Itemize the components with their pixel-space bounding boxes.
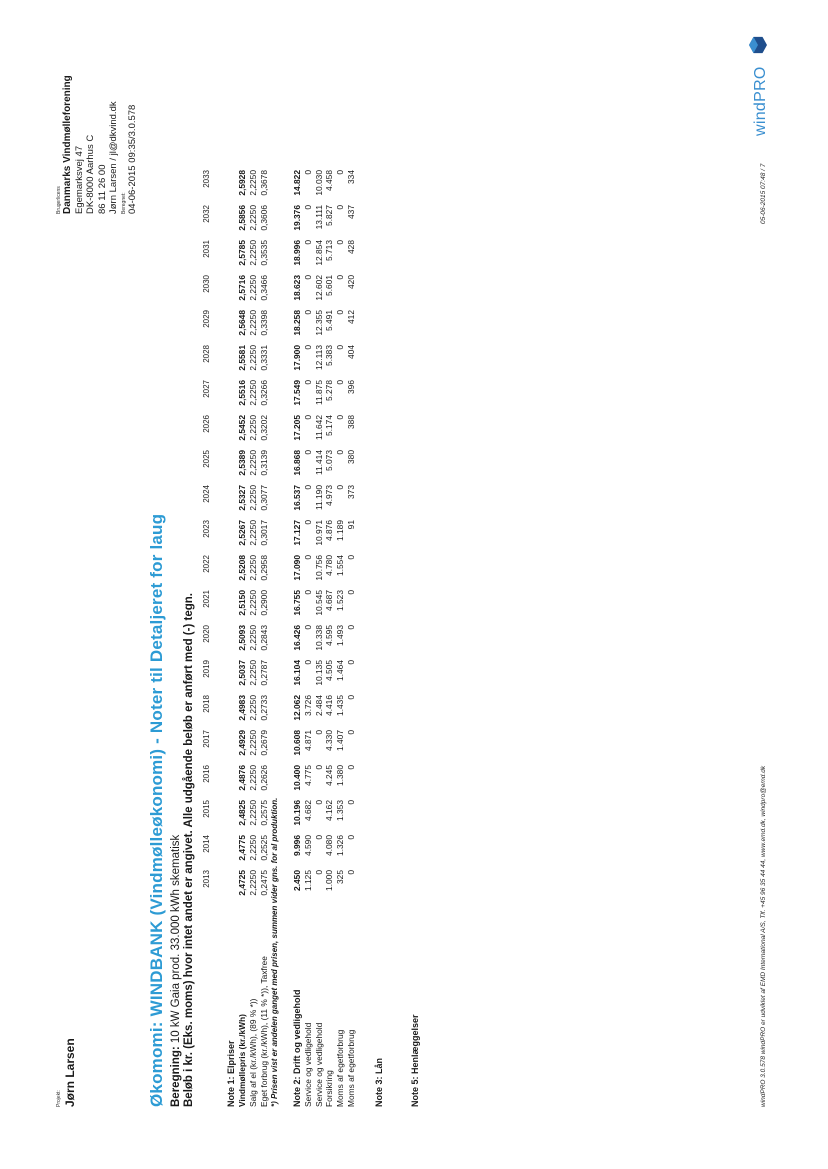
table-cell: 1.464	[335, 660, 346, 681]
calculated-label: Beregnet:	[120, 192, 127, 214]
table-row	[335, 170, 346, 1107]
year-header-cell: 2016	[202, 765, 211, 783]
table-cell: 0,3606	[258, 205, 269, 231]
table-cell: 0,3535	[258, 240, 269, 266]
table-cell: 396	[345, 380, 356, 394]
table-cell: 4.416	[324, 695, 335, 716]
year-header-cell: 2017	[202, 730, 211, 748]
table-cell: 1.435	[335, 695, 346, 716]
note1-table	[237, 170, 269, 1107]
table-cell: 12.113	[313, 345, 324, 370]
table-cell: 2,4725	[237, 870, 247, 896]
table-cell: 404	[345, 345, 356, 359]
table-cell: 0	[345, 730, 356, 735]
table-cell: 0	[335, 275, 346, 280]
row-label: Vindmøllepris (kr./kWh)	[237, 1014, 247, 1107]
year-header-cell: 2030	[202, 275, 211, 293]
table-cell: 1.380	[335, 765, 346, 786]
table-cell: 0	[302, 450, 313, 455]
table-cell: 17.127	[292, 520, 302, 546]
table-cell: 2,5208	[237, 555, 247, 581]
table-cell: 0,3139	[258, 450, 269, 476]
table-cell: 334	[345, 170, 356, 184]
table-cell: 0	[313, 765, 324, 770]
table-cell: 91	[345, 520, 356, 530]
table-cell: 4.871	[302, 730, 313, 751]
calc-label: Beregning:	[170, 1046, 182, 1107]
table-cell: 0,2575	[258, 800, 269, 826]
table-cell: 2,5581	[237, 345, 247, 371]
table-cell: 4.595	[324, 625, 335, 646]
table-cell: 4.245	[324, 765, 335, 786]
table-cell: 0	[335, 205, 346, 210]
table-cell: 0	[335, 345, 346, 350]
page-title: Økomomi: WINDBANK (Vindmølleøkonomi) - Noter til Detaljeret for laug	[147, 513, 166, 1107]
table-cell: 2,5716	[237, 275, 247, 301]
project-label: Projekt:	[56, 1090, 62, 1107]
table-cell: 0	[313, 730, 324, 735]
footer-date: 05-06-2015 07:48 / 7	[760, 163, 767, 224]
amounts-line: Beløb i kr. (Eks. moms) hvor intet andet er angivet. Alle udgående beløb er anført med (-) tegn.	[183, 593, 195, 1107]
table-cell: 2,2250	[247, 380, 258, 406]
table-cell: 0	[313, 800, 324, 805]
table-cell: 2,5093	[237, 625, 247, 651]
table-cell: 0	[302, 310, 313, 315]
note5-heading: Note 5: Henlæggelser	[410, 1014, 420, 1107]
table-cell: 17.090	[292, 555, 302, 581]
table-cell: 0,2843	[258, 625, 269, 651]
table-cell: 2,5389	[237, 450, 247, 476]
table-cell: 0	[335, 450, 346, 455]
table-cell: 9.996	[292, 835, 302, 856]
year-header-cell: 2024	[202, 485, 211, 503]
table-cell: 428	[345, 240, 356, 254]
table-cell: 13.111	[313, 205, 324, 230]
table-cell: 2,2250	[247, 660, 258, 686]
table-cell: 0	[302, 485, 313, 490]
table-cell: 4.876	[324, 520, 335, 541]
table-cell: 1.523	[335, 590, 346, 611]
year-header-cell: 2018	[202, 695, 211, 713]
table-row	[324, 170, 335, 1107]
table-row	[292, 170, 303, 1107]
table-cell: 0,2787	[258, 660, 269, 686]
table-row	[314, 170, 325, 1107]
table-cell: 18.996	[292, 240, 302, 266]
table-cell: 325	[335, 870, 346, 884]
table-cell: 4.330	[324, 730, 335, 751]
table-cell: 0,3398	[258, 310, 269, 336]
table-cell: 10.756	[313, 555, 324, 581]
table-cell: 4.162	[324, 800, 335, 821]
year-header-cell: 2013	[202, 870, 211, 888]
table-cell: 14.822	[292, 170, 302, 196]
table-cell: 2,4929	[237, 730, 247, 756]
table-cell: 0	[345, 660, 356, 665]
table-cell: 10.545	[313, 590, 324, 616]
table-cell: 0,3678	[258, 170, 269, 196]
year-header-cell: 2020	[202, 625, 211, 643]
table-cell: 2,4876	[237, 765, 247, 791]
year-header	[202, 170, 213, 1107]
table-cell: 0	[302, 345, 313, 350]
table-cell: 19.376	[292, 205, 302, 231]
table-cell: 0	[335, 415, 346, 420]
table-cell: 2,4825	[237, 800, 247, 826]
table-cell: 373	[345, 485, 356, 499]
table-cell: 5.174	[324, 415, 335, 436]
brand-wordmark: windPRO	[752, 66, 769, 136]
table-cell: 12.355	[313, 310, 324, 336]
table-cell: 12.062	[292, 695, 302, 721]
org-contact: Jørn Larsen / jl@dkvind.dk	[108, 101, 119, 214]
table-cell: 5.491	[324, 310, 335, 331]
row-label: Forsikring	[324, 1070, 335, 1107]
table-cell: 11.414	[313, 450, 324, 475]
windpro-logo-icon	[748, 36, 768, 54]
table-cell: 1.353	[335, 800, 346, 821]
table-cell: 12.602	[313, 275, 324, 301]
project-name: Jørn Larsen	[63, 1038, 77, 1107]
org-name: Danmarks Vindmølleforening	[62, 75, 73, 214]
row-label	[292, 905, 303, 1107]
table-cell: 2,5327	[237, 485, 247, 511]
year-header-cell: 2015	[202, 800, 211, 818]
table-cell: 5.383	[324, 345, 335, 366]
table-cell: 10.608	[292, 730, 302, 756]
table-row	[303, 170, 314, 1107]
table-cell: 4.775	[302, 765, 313, 786]
table-cell: 0,2733	[258, 695, 269, 721]
table-cell: 2,2250	[247, 870, 258, 896]
table-cell: 0	[335, 240, 346, 245]
table-cell: 0	[335, 380, 346, 385]
table-cell: 16.868	[292, 450, 302, 476]
table-cell: 0	[335, 170, 346, 175]
table-cell: 16.537	[292, 485, 302, 511]
table-row	[259, 170, 270, 1107]
year-header-cell: 2025	[202, 450, 211, 468]
table-cell: 2,5037	[237, 660, 247, 686]
table-cell: 2,2250	[247, 205, 258, 231]
year-header-cell: 2028	[202, 345, 211, 363]
year-header-cell: 2026	[202, 415, 211, 433]
table-cell: 5.827	[324, 205, 335, 226]
table-cell: 2,2250	[247, 590, 258, 616]
table-cell: 4.682	[302, 800, 313, 821]
table-cell: 0,3017	[258, 520, 269, 546]
table-cell: 0	[335, 485, 346, 490]
table-cell: 2,2250	[247, 800, 258, 826]
year-header-cell: 2032	[202, 205, 211, 223]
table-cell: 3.726	[302, 695, 313, 716]
table-cell: 5.601	[324, 275, 335, 296]
note2-heading: Note 2: Drift og vedligehold	[292, 989, 302, 1107]
table-cell: 17.549	[292, 380, 302, 406]
table-cell: 0,2679	[258, 730, 269, 756]
table-cell: 10.400	[292, 765, 302, 791]
table-cell: 0,2475	[258, 870, 269, 896]
table-cell: 2,2250	[247, 240, 258, 266]
table-row	[346, 170, 357, 1107]
table-cell: 16.426	[292, 625, 302, 651]
table-cell: 4.973	[324, 485, 335, 506]
table-cell: 0	[345, 590, 356, 595]
table-cell: 2,2250	[247, 310, 258, 336]
row-label: Eget forbrug (kr./kWh), (11 % *)), Taxfree	[258, 956, 269, 1107]
table-cell: 18.258	[292, 310, 302, 336]
table-cell: 18.623	[292, 275, 302, 301]
calc-text: 10 kW Gaia prod. 33.000 kWh skematisk	[170, 834, 182, 1047]
table-cell: 0	[345, 695, 356, 700]
table-row	[248, 170, 259, 1107]
table-cell: 2,2250	[247, 170, 258, 196]
table-cell: 2,2250	[247, 730, 258, 756]
table-cell: 0,3266	[258, 380, 269, 406]
table-cell: 17.900	[292, 345, 302, 371]
licensee-label: Brugerlicens	[56, 186, 62, 214]
table-cell: 1.407	[335, 730, 346, 751]
row-label: Moms af egetforbrug	[335, 1029, 346, 1107]
table-cell: 2,2250	[247, 345, 258, 371]
year-header-cell: 2027	[202, 380, 211, 398]
calculated-value: 04-06-2015 09:35/3.0.578	[126, 104, 138, 214]
table-cell: 12.854	[313, 240, 324, 266]
table-cell: 0	[302, 660, 313, 665]
table-cell: 0	[302, 240, 313, 245]
table-cell: 0	[302, 590, 313, 595]
table-cell: 4.080	[324, 835, 335, 856]
year-header-cell: 2019	[202, 660, 211, 678]
table-cell: 4.687	[324, 590, 335, 611]
table-cell: 1.493	[335, 625, 346, 646]
year-header-cell: 2023	[202, 520, 211, 538]
year-header-cell: 2033	[202, 170, 211, 188]
table-cell: 17.205	[292, 415, 302, 441]
table-cell: 16.755	[292, 590, 302, 616]
table-cell: 10.030	[313, 170, 324, 196]
table-cell: 2,2250	[247, 625, 258, 651]
table-cell: 0	[345, 870, 356, 875]
note1-footnote: *) Prisen vist er andelen ganget med prisen, summen vider gns. for al produktion.	[270, 797, 279, 1107]
table-cell: 1.125	[302, 870, 313, 891]
table-cell: 0,2525	[258, 835, 269, 861]
table-cell: 2.484	[313, 695, 324, 716]
table-cell: 2,5785	[237, 240, 247, 266]
table-cell: 0	[302, 170, 313, 175]
table-cell: 0	[302, 205, 313, 210]
table-cell: 4.505	[324, 660, 335, 681]
table-cell: 2.450	[292, 870, 302, 891]
table-cell: 1.000	[324, 870, 335, 891]
table-cell: 10.196	[292, 800, 302, 826]
note1-heading: Note 1: Elpriser	[226, 1040, 236, 1107]
table-cell: 10.971	[313, 520, 324, 546]
table-cell: 0	[302, 275, 313, 280]
org-address: Egemarksvej 47	[73, 145, 85, 214]
footer-left: windPRO 3.0.578 windPRO er udviklet af EMD International A/S, Tlf. +45 96 35 44 44, www.emd.dk, windpro@emd.dk	[760, 765, 767, 1107]
table-cell: 2,5150	[237, 590, 247, 616]
table-cell: 2,5267	[237, 520, 247, 546]
row-label: Service og vedligehold	[302, 1022, 313, 1107]
table-cell: 0,2626	[258, 765, 269, 791]
table-cell: 0	[345, 625, 356, 630]
org-phone: 86 11 26 00	[96, 164, 108, 214]
table-cell: 380	[345, 450, 356, 464]
note3-heading: Note 3: Lån	[374, 1057, 384, 1107]
table-cell: 0,3466	[258, 275, 269, 301]
table-cell: 2,4775	[237, 835, 247, 861]
table-cell: 0,3077	[258, 485, 269, 511]
table-cell: 412	[345, 310, 356, 324]
table-cell: 2,2250	[247, 765, 258, 791]
table-cell: 388	[345, 415, 356, 429]
table-cell: 1.326	[335, 835, 346, 856]
row-label: Service og vedligehold	[313, 1022, 324, 1107]
table-cell: 0	[302, 625, 313, 630]
table-cell: 0,2958	[258, 555, 269, 581]
table-cell: 0,2900	[258, 590, 269, 616]
table-cell: 0	[302, 555, 313, 560]
table-cell: 0	[313, 870, 324, 875]
table-cell: 2,2250	[247, 555, 258, 581]
table-cell: 11.190	[313, 485, 324, 510]
table-cell: 5.713	[324, 240, 335, 261]
table-cell: 11.875	[313, 380, 324, 405]
table-cell: 2,5648	[237, 310, 247, 336]
table-cell: 0	[313, 835, 324, 840]
table-cell: 0	[302, 380, 313, 385]
note2-table	[292, 170, 357, 1107]
table-cell: 4.780	[324, 555, 335, 576]
table-cell: 0,3202	[258, 415, 269, 441]
calculation-line	[170, 835, 182, 1107]
table-cell: 0	[345, 835, 356, 840]
year-header-row	[202, 170, 213, 1107]
year-header-spacer	[202, 905, 213, 1107]
row-label: Moms af egetforbrug	[345, 1029, 356, 1107]
table-cell: 1.554	[335, 555, 346, 576]
table-cell: 11.642	[313, 415, 324, 440]
licensee-block	[62, 75, 138, 214]
table-cell: 2,5516	[237, 380, 247, 406]
table-cell: 5.278	[324, 380, 335, 401]
table-cell: 2,2250	[247, 520, 258, 546]
year-header-cell: 2029	[202, 310, 211, 328]
year-header-cell: 2021	[202, 590, 211, 608]
table-cell: 4.458	[324, 170, 335, 191]
table-cell: 0	[302, 415, 313, 420]
table-cell: 2,2250	[247, 695, 258, 721]
table-cell: 420	[345, 275, 356, 289]
table-cell: 437	[345, 205, 356, 219]
table-cell: 2,2250	[247, 450, 258, 476]
table-cell: 10.338	[313, 625, 324, 651]
table-cell: 2,5928	[237, 170, 247, 196]
table-cell: 2,2250	[247, 415, 258, 441]
table-cell: 2,2250	[247, 275, 258, 301]
table-cell: 2,4983	[237, 695, 247, 721]
table-cell: 2,5856	[237, 205, 247, 231]
table-cell: 4.590	[302, 835, 313, 856]
year-header-cell: 2031	[202, 240, 211, 258]
table-cell: 0	[345, 800, 356, 805]
table-cell: 0	[302, 520, 313, 525]
table-cell: 16.104	[292, 660, 302, 686]
year-header-cell: 2014	[202, 835, 211, 853]
org-city: DK-8000 Aarhus C	[85, 134, 96, 214]
table-cell: 0	[335, 310, 346, 315]
table-cell: 0	[345, 555, 356, 560]
table-cell: 2,2250	[247, 485, 258, 511]
year-header-cell: 2022	[202, 555, 211, 573]
table-cell: 10.135	[313, 660, 324, 686]
row-label: Salg af el (kr./kWh), (89 % *))	[247, 998, 258, 1107]
table-cell: 0,3331	[258, 345, 269, 371]
table-cell: 5.073	[324, 450, 335, 471]
table-cell: 2,2250	[247, 835, 258, 861]
table-cell: 1.189	[335, 520, 346, 541]
table-cell: 2,5452	[237, 415, 247, 441]
table-row	[237, 170, 248, 1107]
table-cell: 0	[345, 765, 356, 770]
